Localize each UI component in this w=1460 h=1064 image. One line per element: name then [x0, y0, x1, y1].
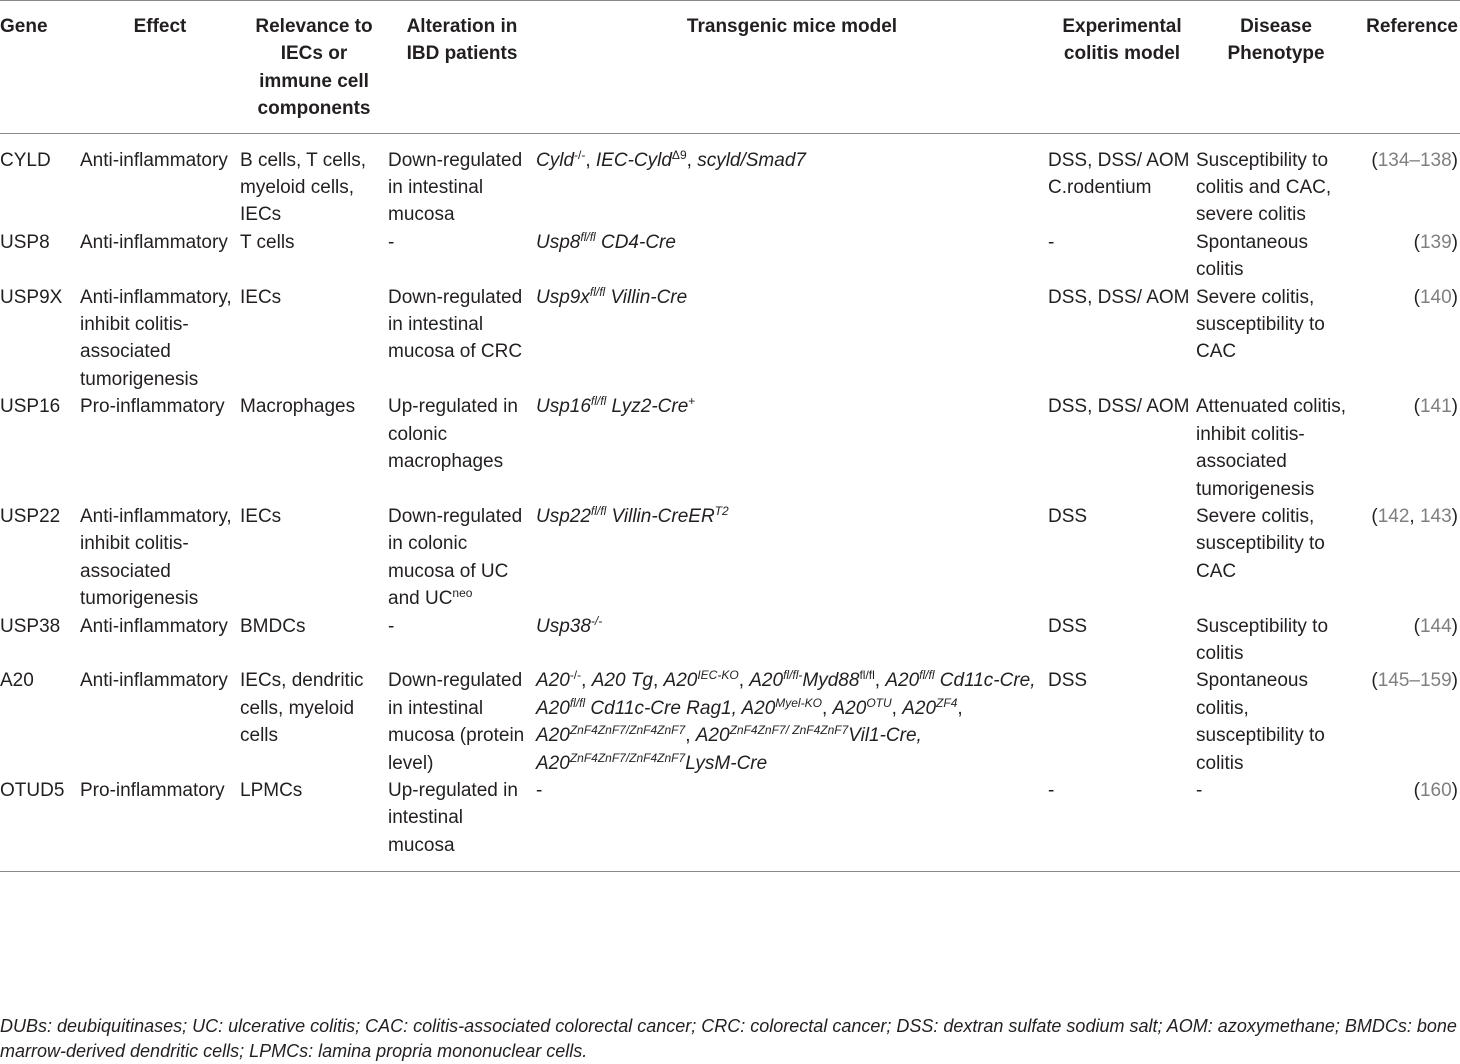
- reference-cell: (134–138): [1371, 149, 1458, 171]
- transgenic-model-cell: $Usp9x^{fl/fl}$ Villin-Cre: [536, 284, 688, 308]
- phenotype-cell: Spontaneous colitis, susceptibility to colitis: [1196, 670, 1325, 774]
- phenotype-cell: Spontaneous colitis: [1196, 231, 1308, 281]
- reference-cell: (139): [1413, 231, 1458, 253]
- table-row: [0, 667, 1460, 777]
- experimental-model-cell: -: [1048, 779, 1055, 801]
- transgenic-model-cell: $Usp16^{fl/fl}$ Lyz2-Cre+: [536, 394, 696, 418]
- alteration-cell: Up-regulated in colonic macrophages: [388, 396, 518, 473]
- header-experimental-model: Experimental colitis model: [1062, 16, 1182, 65]
- experimental-model-cell: -: [1048, 231, 1055, 253]
- header-phenotype: Disease Phenotype: [1227, 16, 1325, 65]
- gene-cell: USP16: [0, 396, 61, 418]
- effect-cell: Anti-inflammatory: [80, 615, 228, 637]
- experimental-model-cell: DSS, DSS/ AOM: [1048, 396, 1190, 418]
- effect-cell: Anti-inflammatory, inhibit colitis-associated tumorigenesis: [80, 286, 232, 390]
- header-effect: Effect: [133, 16, 187, 37]
- reference-cell: (145–159): [1371, 670, 1458, 692]
- transgenic-model-cell: $Usp22^{fl/fl}$ Villin-CreER$^{T2}$: [536, 503, 729, 527]
- effect-cell: Pro-inflammatory: [80, 779, 225, 801]
- relevance-cell: IECs, dendritic cells, myeloid cells: [240, 670, 364, 747]
- phenotype-cell: -: [1196, 779, 1203, 801]
- transgenic-model-cell: A20-/-, A20 Tg, $A20^{IEC-KO}$, $A20^{fl/fl-}Myd88^{fl/fl}$, $A20^{fl/fl}$ Cd11c-Cre, $A20^{fl/fl}$ Cd11c-Cre Rag1, $A20^{Myel-KO}$, $A20^{OTU}$, $A20^{ZF4}$, $A20^{ZnF4ZnF7/ZnF4ZnF7}$, $A20^{ZnF4ZnF7/ ZnF4ZnF7}Vil1$-Cre, $A20^{ZnF4ZnF7/ZnF4ZnF7}LysM$-Cre: [536, 668, 1036, 774]
- table-row: [0, 777, 1460, 872]
- gene-cell: USP9X: [0, 286, 63, 308]
- table-row: [0, 229, 1460, 284]
- relevance-cell: IECs: [240, 286, 282, 308]
- gene-cell: USP8: [0, 231, 50, 253]
- relevance-cell: B cells, T cells, myeloid cells, IECs: [240, 149, 367, 226]
- header-reference: Reference: [1366, 16, 1458, 37]
- effect-cell: Anti-inflammatory: [80, 231, 228, 253]
- gene-cell: USP38: [0, 615, 61, 637]
- experimental-model-cell: DSS: [1048, 615, 1088, 637]
- alteration-cell: Up-regulated in intestinal mucosa: [388, 779, 518, 856]
- table-row: [0, 503, 1460, 613]
- gene-cell: USP22: [0, 505, 61, 527]
- phenotype-cell: Susceptibility to colitis: [1196, 615, 1329, 664]
- effect-cell: Anti-inflammatory, inhibit colitis-associated tumorigenesis: [80, 505, 232, 610]
- relevance-cell: LPMCs: [240, 779, 303, 801]
- table-footnote: DUBs: deubiquitinases; UC: ulcerative colitis; CAC: colitis-associated colorectal cancer; CRC: colorectal cancer; DSS: dextran sulfate sodium salt; AOM: azoxymethane; BMDCs: bone marrow-derived dendritic cells; LPMCs: lamina propria mononuclear cells.: [0, 1016, 1457, 1061]
- alteration-cell: -: [388, 615, 395, 637]
- header-gene: Gene: [0, 16, 48, 37]
- gene-cell: OTUD5: [0, 779, 65, 801]
- experimental-model-cell: DSS, DSS/ AOM: [1048, 286, 1190, 308]
- reference-cell: (140): [1413, 286, 1458, 308]
- table-header: [0, 1, 1460, 134]
- transgenic-model-cell: Usp38-/-: [536, 613, 603, 637]
- transgenic-model-cell: $Usp8^{fl/fl}$ CD4-Cre: [536, 229, 676, 253]
- gene-cell: A20: [0, 670, 34, 692]
- reference-cell: (160): [1413, 779, 1458, 801]
- alteration-cell: -: [388, 231, 395, 253]
- table-row: [0, 613, 1460, 668]
- experimental-model-cell: DSS, DSS/ AOM C.rodentium: [1048, 149, 1190, 199]
- reference-cell: (142, 143): [1371, 505, 1458, 527]
- table-row: [0, 284, 1460, 394]
- effect-cell: Pro-inflammatory: [80, 396, 225, 418]
- table-row: [0, 393, 1460, 503]
- header-alteration: Alteration in IBD patients: [406, 16, 518, 65]
- reference-cell: (141): [1413, 396, 1458, 418]
- table-body: [0, 133, 1460, 872]
- phenotype-cell: Attenuated colitis, inhibit colitis-associated tumorigenesis: [1196, 396, 1346, 500]
- relevance-cell: BMDCs: [240, 615, 306, 637]
- header-transgenic-model: Transgenic mice model: [686, 16, 898, 37]
- experimental-model-cell: DSS: [1048, 505, 1088, 527]
- phenotype-cell: Susceptibility to colitis and CAC, severe colitis: [1196, 149, 1332, 226]
- header-relevance: Relevance to IECs or immune cell components: [255, 16, 373, 120]
- phenotype-cell: Severe colitis, susceptibility to CAC: [1196, 286, 1325, 363]
- relevance-cell: T cells: [240, 231, 295, 253]
- alteration-cell: Down-regulated in intestinal mucosa: [388, 149, 523, 226]
- alteration-cell: Down-regulated in intestinal mucosa of CRC: [388, 286, 523, 363]
- alteration-cell: Down-regulated in colonic mucosa of UC and $UC^{neo}$: [388, 505, 523, 610]
- reference-cell: (144): [1413, 615, 1458, 637]
- relevance-cell: Macrophages: [240, 396, 356, 418]
- transgenic-model-cell: Cyld-/-, IEC-Cyld$^{\Delta 9}$, scyld/Smad7: [536, 147, 806, 171]
- phenotype-cell: Severe colitis, susceptibility to CAC: [1196, 505, 1325, 582]
- experimental-model-cell: DSS: [1048, 670, 1088, 692]
- effect-cell: Anti-inflammatory: [80, 670, 228, 692]
- effect-cell: Anti-inflammatory: [80, 149, 228, 171]
- table-row: [0, 133, 1460, 229]
- relevance-cell: IECs: [240, 505, 282, 527]
- gene-cell: CYLD: [0, 149, 51, 171]
- alteration-cell: Down-regulated in intestinal mucosa (protein level): [388, 670, 525, 774]
- transgenic-model-cell: -: [536, 779, 543, 801]
